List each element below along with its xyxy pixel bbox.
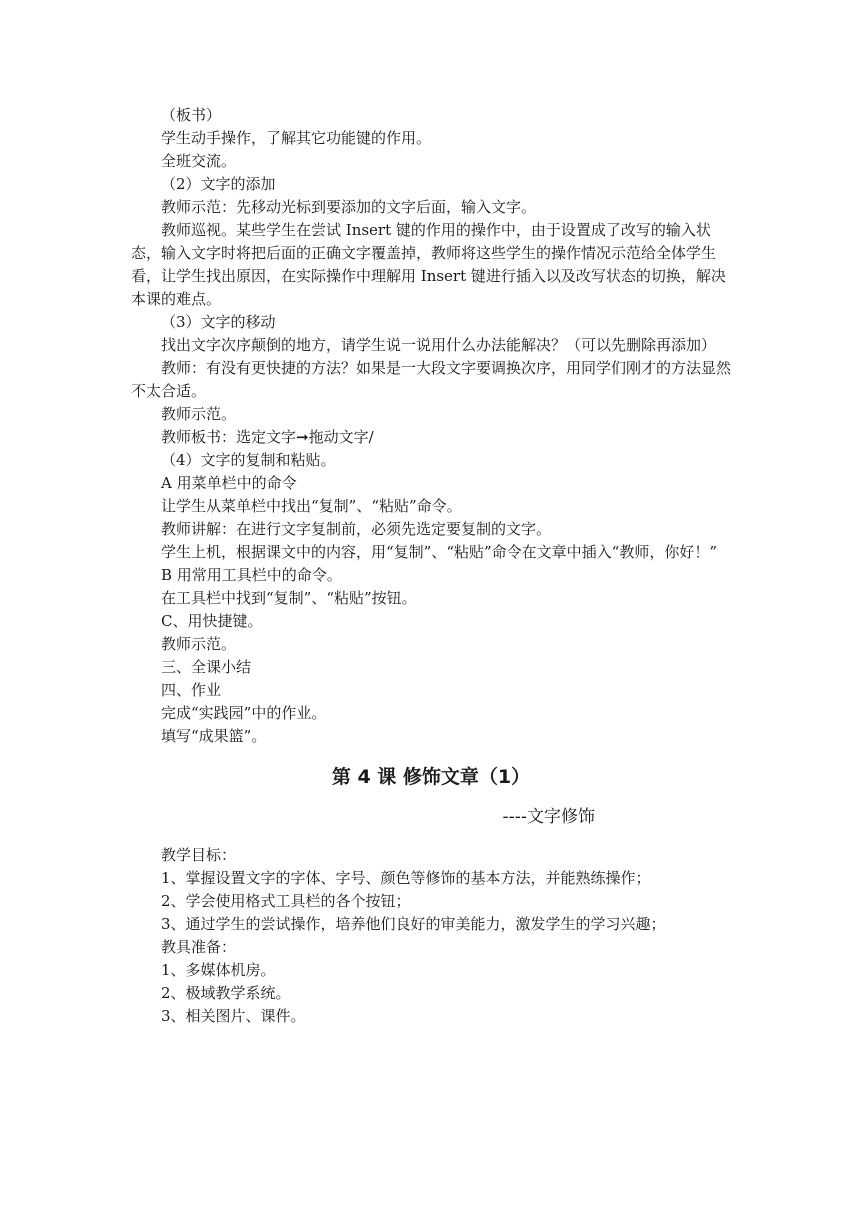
paragraph: 学生动手操作，了解其它功能键的作用。 [161,129,432,147]
paragraph: 在工具栏中找到“复制”、“粘贴”按钮。 [161,589,417,607]
paragraph: 完成“实践园”中的作业。 [161,704,327,722]
paragraph: B 用常用工具栏中的命令。 [161,566,342,584]
paragraph: 教学目标： [161,846,237,864]
paragraph: A 用菜单栏中的命令 [161,474,297,492]
paragraph: 1、掌握设置文字的字体、字号、颜色等修饰的基本方法，并能熟练操作； [161,869,651,887]
document-page [131,104,731,1028]
paragraph: 3、通过学生的尝试操作，培养他们良好的审美能力，激发学生的学习兴趣； [161,915,666,933]
paragraph: （3）文字的移动 [161,313,276,331]
paragraph: 学生上机，根据课文中的内容，用“复制”、“粘贴”命令在文章中插入“教师，你好！” [161,543,718,561]
paragraph: 教师巡视。某些学生在尝试 Insert 键的作用的操作中，由于设置成了改写的输入状态，输入文字时将把后面的正确文字覆盖掉，教师将这些学生的操作情况示范给全体学生看，让学生找出原因，在实际操作中理解用 Insert 键进行插入以及改写状态的切换，解决本课的难点。 [131,221,726,308]
paragraph: 教师示范。 [161,635,237,653]
paragraph: 教师示范：先移动光标到要添加的文字后面，输入文字。 [161,198,537,216]
paragraph: 全班交流。 [161,152,237,170]
paragraph: 三、全课小结 [161,658,252,676]
paragraph: 教师板书：选定文字➞拖动文字/ [161,428,374,446]
paragraph: 教师：有没有更快捷的方法？如果是一大段文字要调换次序，用同学们刚才的方法显然不太合适。 [131,359,732,400]
paragraph: 1、多媒体机房。 [161,961,276,979]
paragraph: （2）文字的添加 [161,175,276,193]
paragraph: 教师示范。 [161,405,237,423]
paragraph: 3、相关图片、课件。 [161,1007,306,1025]
paragraph-list-before [131,104,731,748]
paragraph: 2、学会使用格式工具栏的各个按钮； [161,892,411,910]
paragraph: 教师讲解：在进行文字复制前，必须先选定要复制的文字。 [161,520,552,538]
paragraph: 2、极域教学系统。 [161,984,291,1002]
paragraph: （4）文字的复制和粘贴。 [161,451,336,469]
paragraph: 让学生从菜单栏中找出“复制”、“粘贴”命令。 [161,497,462,515]
lesson-title: 第 4 课 修饰文章（1） [331,766,531,788]
paragraph: 四、作业 [161,681,222,699]
paragraph: （板书） [161,106,222,124]
lesson-subtitle: ----文字修饰 [502,807,595,827]
paragraph: 教具准备： [161,938,237,956]
paragraph: C、用快捷键。 [161,612,263,630]
paragraph: 填写“成果篮”。 [161,727,267,745]
paragraph-list-after [131,844,731,1028]
paragraph: 找出文字次序颠倒的地方，请学生说一说用什么办法能解决？（可以先删除再添加） [161,336,717,354]
